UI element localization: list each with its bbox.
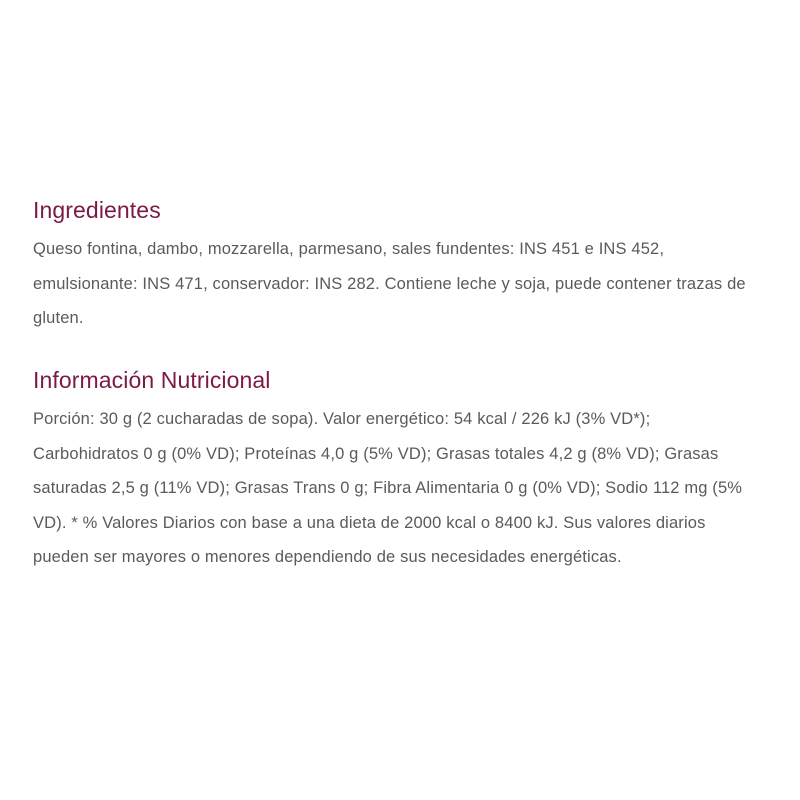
ingredients-text: Queso fontina, dambo, mozzarella, parmesano, sales fundentes: INS 451 e INS 452, emulsionante: INS 471, conservador: INS 282. Contiene leche y soja, puede contener trazas de gluten. — [33, 240, 746, 327]
nutrition-heading: Información Nutricional — [33, 367, 271, 393]
ingredients-section — [33, 194, 753, 336]
nutrition-section — [33, 364, 753, 575]
ingredients-heading: Ingredientes — [33, 197, 161, 223]
nutrition-text: Porción: 30 g (2 cucharadas de sopa). Valor energético: 54 kcal / 226 kJ (3% VD*); Carbohidratos 0 g (0% VD); Proteínas 4,0 g (5% VD); Grasas totales 4,2 g (8% VD); Grasas saturadas 2,5 g (11% VD); Grasas Trans 0 g; Fibra Alimentaria 0 g (0% VD); Sodio 112 mg (5% VD). * % Valores Diarios con base a una dieta de 2000 kcal o 8400 kJ. Sus valores diarios pueden ser mayores o menores dependiendo de sus necesidades energéticas. — [33, 410, 743, 566]
